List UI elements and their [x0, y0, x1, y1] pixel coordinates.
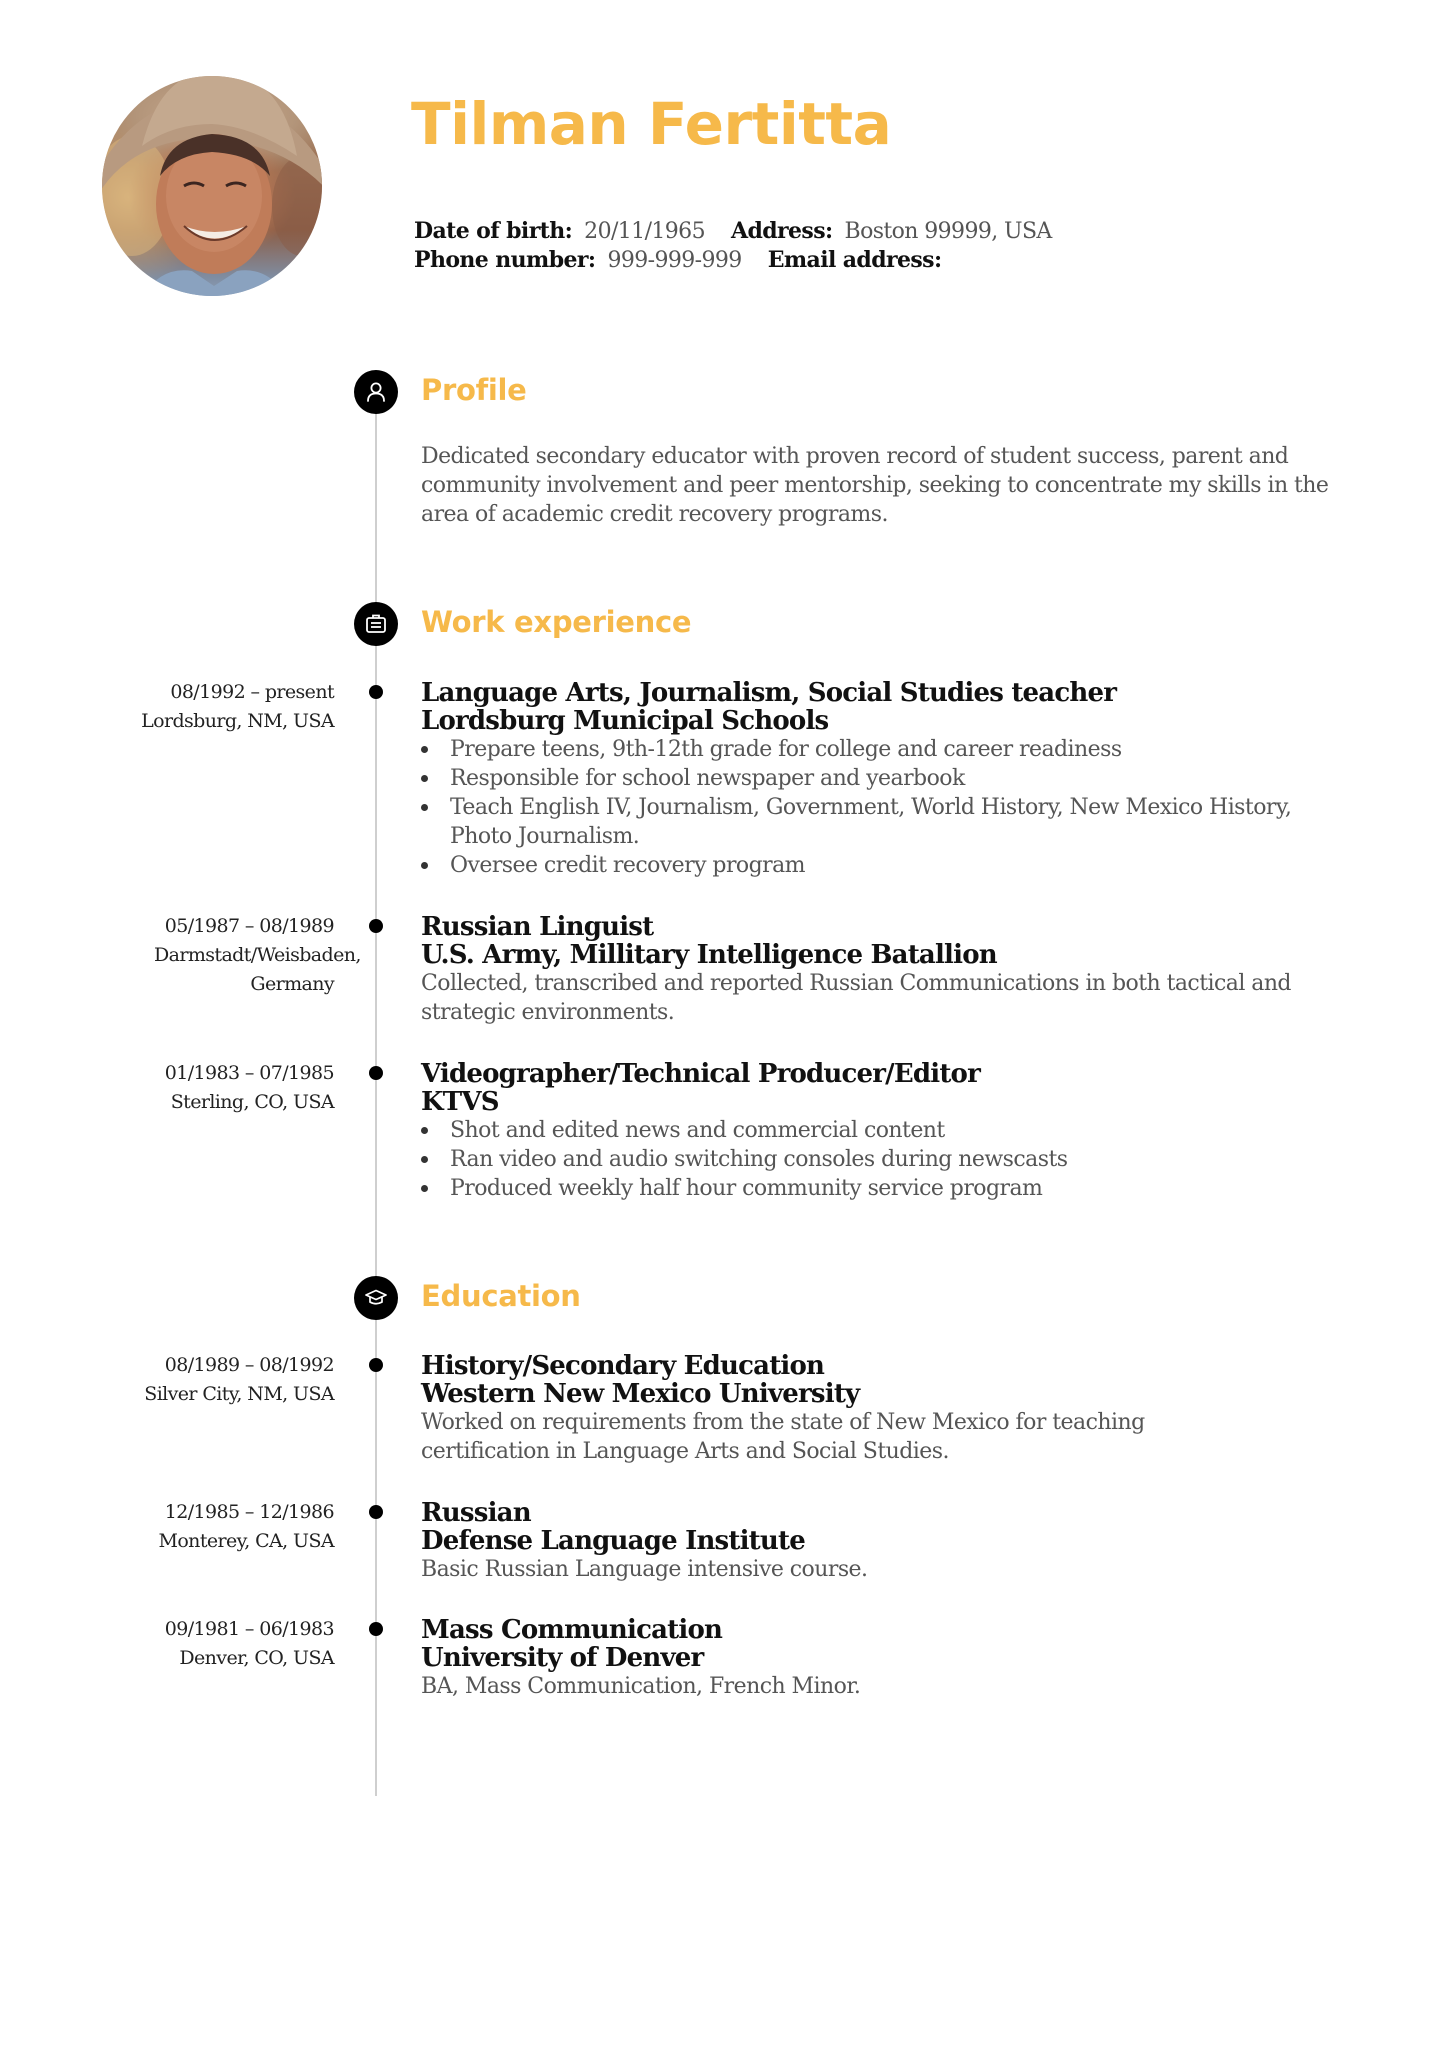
phone-value: 999-999-999 — [607, 248, 742, 273]
entry-description: Worked on requirements from the state of New Mexico for teaching certification in Language Arts and Social Studies. — [421, 1410, 1145, 1464]
education-entry-3 — [421, 1616, 1361, 1701]
profile-photo — [102, 76, 322, 296]
work-entry-3 — [421, 1060, 1361, 1203]
education-entry-2 — [421, 1499, 1361, 1584]
bullet-item: Shot and edited news and commercial content — [421, 1116, 1361, 1145]
work-entry-2 — [421, 913, 1361, 1027]
entry-bullets — [421, 735, 1301, 880]
entry-organization: Defense Language Institute — [421, 1526, 805, 1556]
bullet-item: Prepare teens, 9th-12th grade for college and career readiness — [421, 735, 1301, 764]
entry-description: Collected, transcribed and reported Russian Communications in both tactical and strategic environments. — [421, 971, 1291, 1025]
entry-organization: U.S. Army, Millitary Intelligence Batallion — [421, 940, 997, 970]
email-label: Email address: — [767, 247, 942, 273]
education-entry-3-meta — [54, 1615, 334, 1673]
timeline-dot — [369, 1622, 383, 1636]
candidate-name: Tilman Fertitta — [411, 90, 892, 158]
contact-row-1 — [414, 217, 1078, 246]
address-label: Address: — [730, 218, 833, 244]
entry-organization: University of Denver — [421, 1643, 704, 1673]
timeline-dot — [369, 1066, 383, 1080]
entry-dates: 12/1985 – 12/1986 — [164, 1501, 334, 1523]
entry-dates: 09/1981 – 06/1983 — [164, 1618, 334, 1640]
graduation-cap-icon — [354, 1276, 398, 1320]
bullet-item: Responsible for school newspaper and yearbook — [421, 764, 1301, 793]
entry-organization: Lordsburg Municipal Schools — [421, 706, 829, 736]
bullet-item: Teach English IV, Journalism, Government, World History, New Mexico History, Photo Journalism. — [421, 793, 1300, 851]
work-entry-1-meta — [54, 678, 334, 736]
address-value: Boston 99999, USA — [844, 219, 1052, 244]
entry-dates: 01/1983 – 07/1985 — [164, 1062, 334, 1084]
bullet-item: Oversee credit recovery program — [421, 851, 1301, 880]
timeline-dot — [369, 685, 383, 699]
entry-location: Lordsburg, NM, USA — [141, 710, 334, 732]
entry-title: Mass Communication — [421, 1615, 723, 1645]
entry-title: Videographer/Technical Producer/Editor — [421, 1059, 980, 1089]
entry-description: BA, Mass Communication, French Minor. — [421, 1674, 861, 1699]
entry-location: Sterling, CO, USA — [170, 1091, 334, 1113]
entry-location: Silver City, NM, USA — [144, 1383, 334, 1405]
entry-organization: KTVS — [421, 1087, 499, 1117]
entry-title: Russian Linguist — [421, 912, 654, 942]
dob-value: 20/11/1965 — [584, 219, 705, 244]
work-entry-3-meta — [54, 1059, 334, 1117]
education-entry-1-meta — [54, 1351, 334, 1409]
entry-title: Russian — [421, 1498, 531, 1528]
entry-bullets — [421, 1116, 1361, 1203]
section-title-education: Education — [421, 1279, 581, 1313]
entry-dates: 08/1989 – 08/1992 — [164, 1354, 334, 1376]
entry-title: Language Arts, Journalism, Social Studies teacher — [421, 678, 1117, 708]
timeline-dot — [369, 1505, 383, 1519]
timeline-dot — [369, 1358, 383, 1372]
entry-description: Basic Russian Language intensive course. — [421, 1557, 868, 1582]
timeline-dot — [369, 919, 383, 933]
entry-location: Darmstadt/Weisbaden, Germany — [154, 944, 361, 995]
phone-label: Phone number: — [414, 247, 596, 273]
portrait-illustration — [102, 76, 322, 296]
work-entry-2-meta — [54, 912, 361, 999]
entry-location: Denver, CO, USA — [179, 1647, 334, 1669]
briefcase-icon — [354, 602, 398, 646]
entry-organization: Western New Mexico University — [421, 1379, 860, 1409]
education-entry-2-meta — [54, 1498, 334, 1556]
bullet-item: Ran video and audio switching consoles during newscasts — [421, 1145, 1361, 1174]
education-entry-1 — [421, 1352, 1361, 1466]
entry-dates: 08/1992 – present — [170, 681, 334, 703]
dob-label: Date of birth: — [414, 218, 573, 244]
section-title-work: Work experience — [421, 605, 692, 639]
entry-dates: 05/1987 – 08/1989 — [164, 915, 334, 937]
work-entry-1 — [421, 679, 1361, 880]
entry-location: Monterey, CA, USA — [158, 1530, 334, 1552]
profile-summary: Dedicated secondary educator with proven record of student success, parent and community involvement and peer mentorship, seeking to concentrate my skills in the area of academic credit recovery programs. — [421, 444, 1329, 527]
entry-title: History/Secondary Education — [421, 1351, 825, 1381]
person-icon — [354, 370, 398, 414]
contact-row-2 — [414, 246, 979, 275]
section-title-profile: Profile — [421, 373, 527, 407]
bullet-item: Produced weekly half hour community service program — [421, 1174, 1361, 1203]
